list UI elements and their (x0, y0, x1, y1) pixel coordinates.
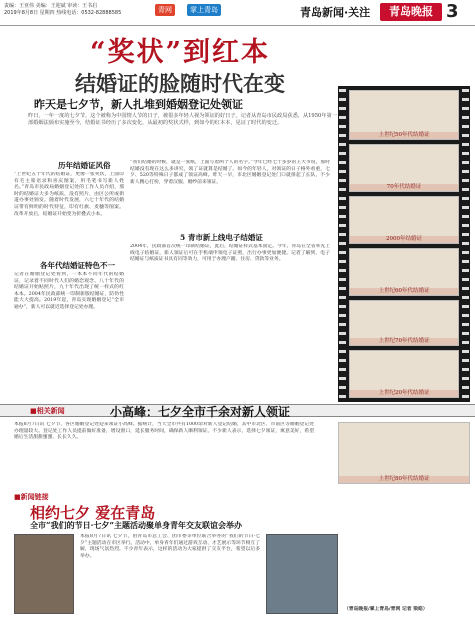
certificate-photo (349, 300, 459, 346)
story2-body: 本报8月7日讯 七夕节，各区婚姻登记处迎来领证小高峰。据统计，当天全市共有1000余对新人登记结婚，其中市北区、市南区等婚姻登记处办理量较大。登记处工作人员提前做好准备，增设窗口，延长服务时间，确保新人顺利领证。不少新人表示，选择七夕领证，寓意美好，希望婚后生活甜甜蜜蜜、长长久久。 (14, 422, 314, 441)
film-strip (338, 86, 470, 402)
photo-caption: 上世纪70年代结婚证 (350, 338, 458, 345)
photo-caption: 上世纪20年代结婚证 (350, 390, 458, 397)
photo-caption: 70年代结婚证 (350, 184, 458, 191)
certificate-photo (349, 196, 459, 244)
film-holes (462, 86, 469, 402)
story3-subheadline: 全市“我们的节日·七夕”主题活动聚单身青年交友联谊会举办 (30, 520, 242, 530)
section-heading-electronic: 5 青市新上线电子结婚证 (180, 233, 263, 242)
newspaper-brand: 青岛晚报 (380, 3, 442, 21)
photo-caption: 2000年结婚证 (350, 236, 458, 243)
story3-body: 本报8月7日讯 七夕节，由青岛市总工会、团市委等单位联合举办的“我们的节日·七夕”主题活动在市区举行。活动中，单身青年们通过游戏互动、才艺展示等环节相互了解，现场气氛热烈。不少青年表示，这样的活动为大家提供了交友平台，希望以后多举办。 (80, 534, 260, 559)
news-link-tag: ■新闻链接 (14, 492, 49, 501)
page-number: 3 (446, 1, 459, 22)
certificate-photo (349, 90, 459, 140)
film-holes (339, 86, 346, 402)
certificate-photo (349, 144, 459, 192)
app-logo: 掌上青岛 (187, 4, 221, 16)
event-photo (14, 534, 74, 614)
sub-headline: 昨天是七夕节，新人扎堆到婚姻登记处领证 (34, 98, 243, 111)
certificate-photo (349, 248, 459, 296)
story3-headline: 相约七夕 爱在青岛 (30, 504, 156, 522)
photo-caption: 上世纪60年代结婚证 (350, 288, 458, 295)
photo-caption: 上世纪80年代结婚证 (339, 476, 469, 483)
page-header (0, 0, 475, 26)
section-heading-customs: 历年结婚证风俗 (58, 161, 111, 170)
main-headline: 结婚证的脸随时代在变 (75, 71, 285, 96)
kicker-headline: “奖状”到红本 (89, 37, 271, 68)
byline: （青岛晚报/掌上青岛/青网 记者 梁皓） (344, 606, 428, 612)
article-column: 2004年，民政部首次统一印制结婚证，此后，结婚证样式基本固定。今年，青岛在全省率先上线电子结婚证，新人领证后可在手机端申领电子证照，出行办事更加便捷。记者了解到，电子结婚证与纸质证书具有同等效力，可用于办理户籍、住房、贷款等业务。 (130, 244, 330, 263)
photo-caption: 上世纪50年代结婚证 (350, 132, 458, 139)
certificate-photo (338, 422, 470, 484)
related-news-tag: ■相关新闻 (30, 406, 65, 415)
article-column: “我们结婚的时候，就是一张纸，上面写着两个人的名字。”今年已经七十多岁的王大爷说，那时结婚没有现在这么多讲究，领了证就算是结婚了。如今的年轻人，对领证的日子格外看重，七夕、520等特殊日子都成了领证高峰。昨天一早，市北区婚姻登记处门口就排起了长队，不少新人精心打扮，穿着汉服、婚纱前来领证。 (130, 160, 330, 185)
qingwang-logo: 青网 (155, 4, 175, 16)
article-column: 记者在婚姻登记处看到，一本本不同年代的结婚证，记录着不同时代人们的婚恋观念。八十年代的结婚证开始贴照片，九十年代出现了统一样式的红本本。2004年民政部统一印制新版结婚证，防伪性能大大提高。2019年起，青岛实现婚姻登记“全市通办”，新人可以就近选择登记处办理。 (14, 272, 124, 310)
section-title: 青岛新闻·关注 (300, 6, 371, 19)
story3-body-continued (344, 534, 470, 606)
event-photo (266, 534, 338, 614)
editor-info (4, 3, 121, 17)
article-column: “上世纪五十年代的结婚证，更像一张奖状，上面印有毛主席语录和喜庆图案，用毛笔书写新人姓名。”青岛市民政局婚姻登记处的工作人员介绍，那时的结婚证大多为纸质，没有照片，由区公所或街道办事处颁发。随着时代发展，六七十年代的结婚证带有鲜明的时代特征，印有红旗、麦穗等图案。改革开放后，结婚证开始变为折叠式小本。 (14, 172, 124, 217)
editor-line: 责编：王亚伟 美编：王迎斌 审读：王书启 (4, 3, 98, 9)
certificate-photo (349, 350, 459, 398)
section-heading-features: 各年代结婚证特色不一 (40, 261, 115, 270)
lead-paragraph: 昨日，一年一度的七夕节，这个被称为中国情人节的日子，被很多年轻人视为领证的好日子。记者从青岛市民政局获悉，从1950年第一部婚姻法颁布实施至今，结婚证书经历了多次变化，从最初的奖状式样，到如今的红本本，见证了时代的变迁。 (28, 113, 337, 126)
date-line: 2019年8月8日 星期四 热线电话：0532-82888585 (4, 10, 122, 16)
story2-headline: 小高峰：七夕全市千余对新人领证 (110, 405, 291, 419)
